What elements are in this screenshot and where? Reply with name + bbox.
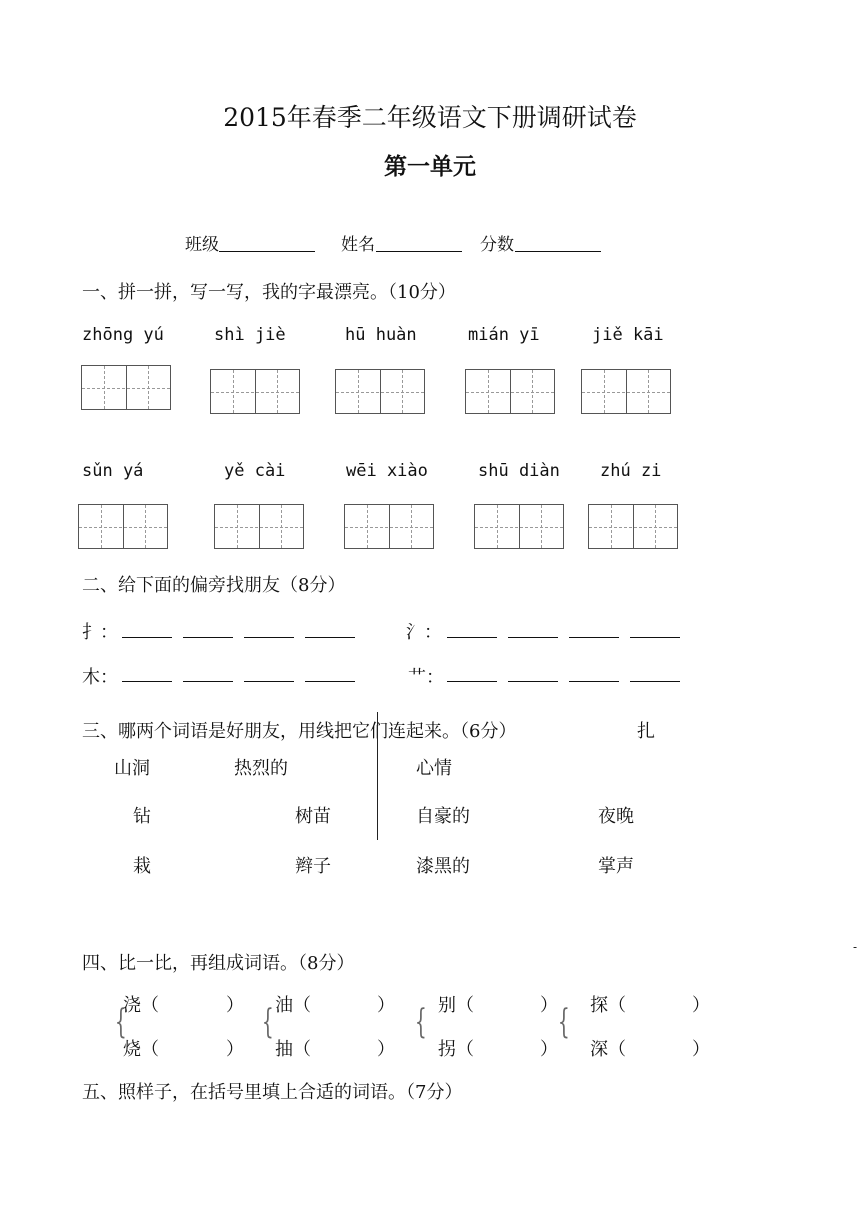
pinyin-label: zhōng yú [82, 325, 164, 345]
writing-grid[interactable] [210, 369, 300, 414]
bracket-close: ） [540, 1039, 558, 1060]
name-label: 姓名 [341, 235, 375, 255]
answer-blank[interactable] [305, 681, 355, 682]
bracket-close: ） [377, 1039, 395, 1060]
compare-char: 拐（ [438, 1039, 474, 1060]
bracket-close: ） [540, 995, 558, 1016]
answer-blank[interactable] [630, 637, 680, 638]
writing-grid[interactable] [588, 504, 678, 549]
radical-label: 木： [82, 667, 118, 688]
match-word[interactable]: 山洞 [114, 758, 150, 779]
class-field[interactable] [219, 251, 315, 252]
column-divider [377, 712, 378, 840]
match-word[interactable]: 树苗 [295, 806, 331, 827]
pinyin-label: zhú zi [600, 461, 662, 481]
pinyin-label: jiě kāi [592, 325, 664, 345]
answer-blank[interactable] [569, 681, 619, 682]
answer-blank[interactable] [244, 681, 294, 682]
answer-blank[interactable] [447, 637, 497, 638]
answer-blank[interactable] [305, 637, 355, 638]
answer-blank[interactable] [183, 681, 233, 682]
writing-grid[interactable] [214, 504, 304, 549]
answer-blank[interactable] [508, 637, 558, 638]
section1-heading: 一、拼一拼，写一写，我的字最漂亮。（10分） [82, 282, 456, 303]
writing-grid[interactable] [335, 369, 425, 414]
answer-blank[interactable] [122, 637, 172, 638]
brace-icon: { [114, 1002, 127, 1042]
compare-char: 烧（ [123, 1039, 159, 1060]
page-title: 2015年春季二年级语文下册调研试卷 [223, 103, 637, 132]
score-label: 分数 [480, 235, 514, 255]
section4-heading: 四、比一比，再组成词语。（8分） [82, 953, 355, 974]
pinyin-label: mián yī [468, 325, 540, 345]
radical-label: 扌： [82, 622, 118, 643]
compare-char: 浇（ [123, 995, 159, 1016]
match-word[interactable]: 夜晚 [598, 806, 634, 827]
answer-blank[interactable] [447, 681, 497, 682]
answer-blank[interactable] [244, 637, 294, 638]
compare-char: 深（ [590, 1039, 626, 1060]
section5-heading: 五、照样子，在括号里填上合适的词语。（7分） [82, 1082, 463, 1103]
match-word[interactable]: 钻 [133, 806, 151, 827]
section2-heading: 二、给下面的偏旁找朋友（8分） [82, 575, 346, 596]
class-label: 班级 [185, 235, 219, 255]
compare-char: 别（ [438, 995, 474, 1016]
bracket-close: ） [226, 1039, 244, 1060]
bracket-close: ） [692, 1039, 710, 1060]
radical-label: 氵： [406, 622, 442, 643]
writing-grid[interactable] [81, 365, 171, 410]
compare-char: 抽（ [275, 1039, 311, 1060]
compare-char: 探（ [590, 995, 626, 1016]
compare-char: 油（ [275, 995, 311, 1016]
answer-blank[interactable] [508, 681, 558, 682]
section3-heading: 三、哪两个词语是好朋友，用线把它们连起来。（6分） [82, 721, 517, 742]
match-word[interactable]: 自豪的 [416, 806, 470, 827]
answer-blank[interactable] [630, 681, 680, 682]
match-word[interactable]: 掌声 [598, 856, 634, 877]
brace-icon: { [261, 1002, 274, 1042]
writing-grid[interactable] [78, 504, 168, 549]
pinyin-label: sǔn yá [82, 461, 144, 481]
score-field[interactable] [515, 251, 601, 252]
page-subtitle: 第一单元 [384, 154, 476, 180]
pinyin-label: hū huàn [345, 325, 417, 345]
answer-blank[interactable] [122, 681, 172, 682]
brace-icon: { [414, 1002, 427, 1042]
pinyin-label: shì jiè [214, 325, 286, 345]
bracket-close: ） [226, 995, 244, 1016]
answer-blank[interactable] [183, 637, 233, 638]
writing-grid[interactable] [344, 504, 434, 549]
stray-character: 扎 [637, 721, 655, 742]
pinyin-label: shū diàn [478, 461, 560, 481]
writing-grid[interactable] [465, 369, 555, 414]
pinyin-label: wēi xiào [346, 461, 428, 481]
radical-label: 艹： [408, 667, 444, 688]
match-word[interactable]: 辫子 [295, 856, 331, 877]
match-word[interactable]: 漆黑的 [416, 856, 470, 877]
bracket-close: ） [692, 995, 710, 1016]
pinyin-label: yě cài [224, 461, 286, 481]
bracket-close: ） [377, 995, 395, 1016]
margin-mark: - [853, 940, 858, 954]
writing-grid[interactable] [474, 504, 564, 549]
writing-grid[interactable] [581, 369, 671, 414]
name-field[interactable] [376, 251, 462, 252]
answer-blank[interactable] [569, 637, 619, 638]
brace-icon: { [557, 1002, 570, 1042]
match-word[interactable]: 热烈的 [234, 758, 288, 779]
match-word[interactable]: 栽 [133, 856, 151, 877]
match-word[interactable]: 心情 [416, 758, 452, 779]
